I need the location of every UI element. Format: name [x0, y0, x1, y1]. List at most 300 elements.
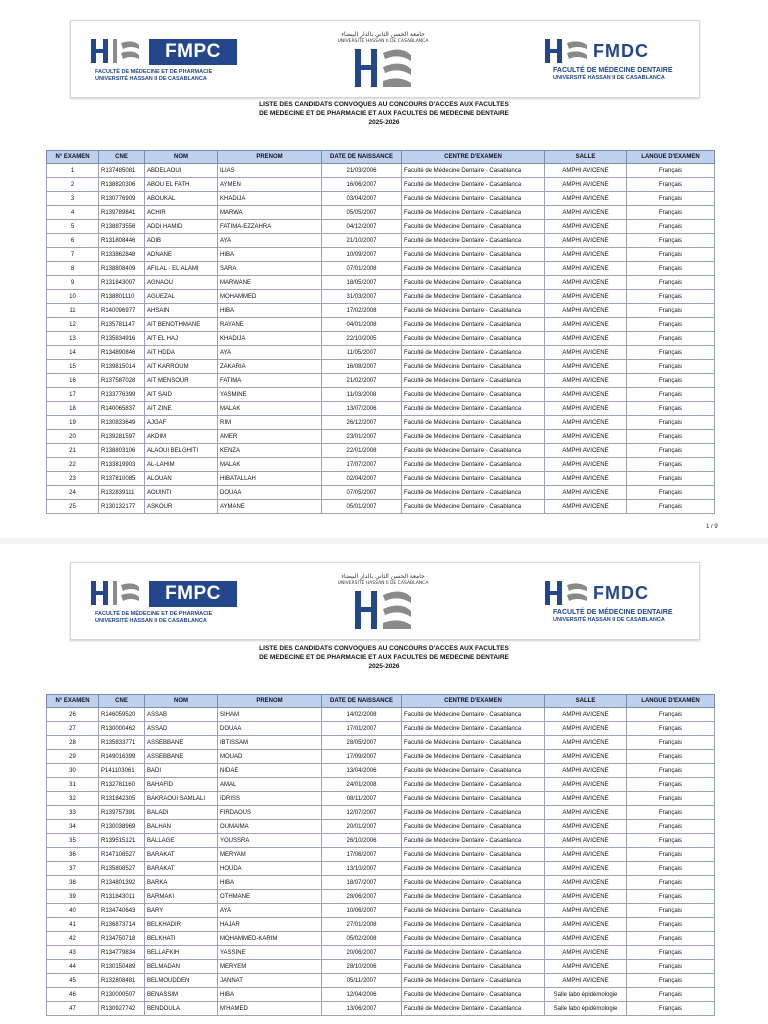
cne-cell: R137810085 — [99, 472, 145, 486]
fmpc-logo — [89, 37, 239, 87]
exam-center-cell: Faculté de Médecine Dentaire - Casablanca — [402, 290, 545, 304]
table-row — [47, 248, 715, 262]
table-row — [47, 750, 715, 764]
fmdc-subtitle — [553, 67, 693, 82]
table-row — [47, 820, 715, 834]
university-logo — [333, 31, 433, 91]
exam-center-cell: Faculté de Médecine Dentaire - Casablanca — [402, 778, 545, 792]
exam-center-cell: Faculté de Médecine Dentaire - Casablanca — [402, 472, 545, 486]
exam-center-cell: Faculté de Médecine Dentaire - Casablanca — [402, 974, 545, 988]
exam-language-cell: Français — [627, 750, 715, 764]
exam-center-cell: Faculté de Médecine Dentaire - Casablanca — [402, 192, 545, 206]
fmdc-label: FMDC — [593, 583, 649, 603]
birth-date-cell: 21/03/2006 — [322, 164, 402, 178]
university-name-arabic: جامعة الحسن الثاني بالدار البيضاء — [341, 573, 425, 580]
table-row — [47, 862, 715, 876]
exam-center-cell: Faculté de Médecine Dentaire - Casablanca — [402, 318, 545, 332]
last-name-cell: ADIB — [145, 234, 218, 248]
cne-cell: R135833771 — [99, 736, 145, 750]
exam-number-cell: 5 — [47, 220, 99, 234]
first-name-cell: AYA — [218, 234, 322, 248]
cne-cell: R140096977 — [99, 304, 145, 318]
cne-cell: R133862848 — [99, 248, 145, 262]
table-row — [47, 778, 715, 792]
first-name-cell: AYA — [218, 904, 322, 918]
first-name-cell: MERYEM — [218, 960, 322, 974]
birth-date-cell: 28/10/2006 — [322, 960, 402, 974]
last-name-cell: BAKRAOUI SAMLALI — [145, 792, 218, 806]
room-cell: AMPHI AVICENE — [545, 220, 627, 234]
uh2c-center-emblem-icon — [333, 45, 433, 91]
room-cell: AMPHI AVICENE — [545, 178, 627, 192]
exam-number-cell: 14 — [47, 346, 99, 360]
birth-date-cell: 05/11/2007 — [322, 974, 402, 988]
cne-cell: R131843011 — [99, 890, 145, 904]
exam-number-cell: 32 — [47, 792, 99, 806]
last-name-cell: BELKHATI — [145, 932, 218, 946]
exam-center-cell: Faculté de Médecine Dentaire - Casablanca — [402, 164, 545, 178]
university-name — [333, 573, 433, 587]
exam-center-cell: Faculté de Médecine Dentaire - Casablanca — [402, 988, 545, 1002]
table-row — [47, 960, 715, 974]
exam-center-cell: Faculté de Médecine Dentaire - Casablanca — [402, 890, 545, 904]
table-body — [47, 164, 715, 514]
column-header: SALLE — [545, 151, 627, 164]
exam-language-cell: Français — [627, 234, 715, 248]
exam-language-cell: Français — [627, 806, 715, 820]
exam-number-cell: 2 — [47, 178, 99, 192]
room-cell: AMPHI AVICENE — [545, 918, 627, 932]
first-name-cell: NIDAE — [218, 764, 322, 778]
birth-date-cell: 10/09/2007 — [322, 248, 402, 262]
first-name-cell: SARA — [218, 262, 322, 276]
exam-center-cell: Faculté de Médecine Dentaire - Casablanca — [402, 750, 545, 764]
room-cell: AMPHI AVICENE — [545, 708, 627, 722]
cne-cell: R130927742 — [99, 1002, 145, 1016]
cne-cell: R135834916 — [99, 332, 145, 346]
exam-language-cell: Français — [627, 708, 715, 722]
last-name-cell: ASSAD — [145, 722, 218, 736]
exam-language-cell: Français — [627, 778, 715, 792]
table-row — [47, 220, 715, 234]
cne-cell: R138803106 — [99, 444, 145, 458]
last-name-cell: ADDI HAMID — [145, 220, 218, 234]
exam-center-cell: Faculté de Médecine Dentaire - Casablanca — [402, 500, 545, 514]
exam-language-cell: Français — [627, 290, 715, 304]
room-cell: AMPHI AVICENE — [545, 890, 627, 904]
room-cell: AMPHI AVICENE — [545, 876, 627, 890]
cne-cell: R138820306 — [99, 178, 145, 192]
first-name-cell: YASSINE — [218, 946, 322, 960]
fmpc-label: FMPC — [149, 39, 237, 65]
birth-date-cell: 31/03/2007 — [322, 290, 402, 304]
fmpc-subtitle-line: UNIVERSITÉ HASSAN II DE CASABLANCA — [95, 75, 207, 82]
birth-date-cell: 13/04/2006 — [322, 764, 402, 778]
last-name-cell: BELMADAN — [145, 960, 218, 974]
last-name-cell: BENASSIM — [145, 988, 218, 1002]
column-header: N° EXAMEN — [47, 151, 99, 164]
exam-number-cell: 1 — [47, 164, 99, 178]
exam-number-cell: 23 — [47, 472, 99, 486]
birth-date-cell: 28/05/2007 — [322, 736, 402, 750]
exam-language-cell: Français — [627, 444, 715, 458]
first-name-cell: HIBATALLAH — [218, 472, 322, 486]
first-name-cell: FIRDAOUS — [218, 806, 322, 820]
room-cell: AMPHI AVICENE — [545, 932, 627, 946]
table-row — [47, 904, 715, 918]
birth-date-cell: 27/01/2008 — [322, 918, 402, 932]
first-name-cell: KENZA — [218, 444, 322, 458]
last-name-cell: BARMAKI — [145, 890, 218, 904]
exam-number-cell: 44 — [47, 960, 99, 974]
exam-language-cell: Français — [627, 960, 715, 974]
exam-number-cell: 20 — [47, 430, 99, 444]
exam-language-cell: Français — [627, 946, 715, 960]
table-row — [47, 262, 715, 276]
birth-date-cell: 17/06/2007 — [322, 848, 402, 862]
fmpc-subtitle-line: FACULTÉ DE MÉDECINE ET DE PHARMACIE — [95, 611, 213, 617]
exam-center-cell: Faculté de Médecine Dentaire - Casablanca — [402, 960, 545, 974]
title-year: 2025-2026 — [368, 663, 400, 670]
cne-cell: R134890846 — [99, 346, 145, 360]
last-name-cell: BADI — [145, 764, 218, 778]
room-cell: AMPHI AVICENE — [545, 458, 627, 472]
fmpc-subtitle-line: UNIVERSITÉ HASSAN II DE CASABLANCA — [95, 617, 207, 624]
fmdc-label: FMDC — [593, 41, 649, 61]
table-row — [47, 276, 715, 290]
birth-date-cell: 23/01/2007 — [322, 430, 402, 444]
last-name-cell: AOUINTI — [145, 486, 218, 500]
exam-number-cell: 46 — [47, 988, 99, 1002]
first-name-cell: MERYAM — [218, 848, 322, 862]
last-name-cell: BAHAFID — [145, 778, 218, 792]
room-cell: AMPHI AVICENE — [545, 276, 627, 290]
exam-center-cell: Faculté de Médecine Dentaire - Casablanca — [402, 402, 545, 416]
exam-center-cell: Faculté de Médecine Dentaire - Casablanca — [402, 332, 545, 346]
birth-date-cell: 17/01/2007 — [322, 722, 402, 736]
exam-number-cell: 36 — [47, 848, 99, 862]
column-header: NOM — [145, 695, 218, 708]
column-header: SALLE — [545, 695, 627, 708]
birth-date-cell: 14/02/2008 — [322, 708, 402, 722]
column-header: NOM — [145, 151, 218, 164]
table-row — [47, 806, 715, 820]
exam-center-cell: Faculté de Médecine Dentaire - Casablanca — [402, 876, 545, 890]
exam-number-cell: 12 — [47, 318, 99, 332]
first-name-cell: MARWA — [218, 206, 322, 220]
exam-center-cell: Faculté de Médecine Dentaire - Casablanca — [402, 848, 545, 862]
exam-center-cell: Faculté de Médecine Dentaire - Casablanca — [402, 1002, 545, 1016]
exam-center-cell: Faculté de Médecine Dentaire - Casablanca — [402, 806, 545, 820]
cne-cell: R134750718 — [99, 932, 145, 946]
exam-center-cell: Faculté de Médecine Dentaire - Casablanca — [402, 374, 545, 388]
birth-date-cell: 04/01/2008 — [322, 318, 402, 332]
cne-cell: R130776909 — [99, 192, 145, 206]
first-name-cell: AMER — [218, 430, 322, 444]
last-name-cell: AGUEZAL — [145, 290, 218, 304]
room-cell: AMPHI AVICENE — [545, 248, 627, 262]
table-row — [47, 486, 715, 500]
cne-cell: R137485081 — [99, 164, 145, 178]
table-row — [47, 946, 715, 960]
table-row — [47, 290, 715, 304]
uh2c-emblem-icon — [89, 37, 145, 67]
exam-number-cell: 25 — [47, 500, 99, 514]
cne-cell: R138808409 — [99, 262, 145, 276]
table-row — [47, 346, 715, 360]
last-name-cell: ALAOUI BELGHITI — [145, 444, 218, 458]
first-name-cell: RAYANE — [218, 318, 322, 332]
exam-number-cell: 33 — [47, 806, 99, 820]
exam-number-cell: 24 — [47, 486, 99, 500]
first-name-cell: FATIMA — [218, 374, 322, 388]
exam-number-cell: 9 — [47, 276, 99, 290]
table-row — [47, 848, 715, 862]
table-row — [47, 764, 715, 778]
title-line: DE MEDECINE ET DE PHARMACIE ET AUX FACULTES DE MEDECINE DENTAIRE — [259, 654, 509, 661]
first-name-cell: HIBA — [218, 248, 322, 262]
table-body — [47, 708, 715, 1016]
birth-date-cell: 17/07/2007 — [322, 458, 402, 472]
first-name-cell: RIM — [218, 416, 322, 430]
cne-cell: R132839111 — [99, 486, 145, 500]
table-row — [47, 402, 715, 416]
candidates-table — [46, 150, 715, 514]
university-name-latin: UNIVERSITÉ HASSAN II DE CASABLANCA — [337, 581, 429, 586]
fmdc-subtitle — [553, 609, 693, 624]
first-name-cell: HIBA — [218, 988, 322, 1002]
room-cell: AMPHI AVICENE — [545, 416, 627, 430]
table-row — [47, 974, 715, 988]
exam-center-cell: Faculté de Médecine Dentaire - Casablanca — [402, 220, 545, 234]
exam-language-cell: Français — [627, 318, 715, 332]
room-cell: AMPHI AVICENE — [545, 722, 627, 736]
cne-cell: R130000462 — [99, 722, 145, 736]
birth-date-cell: 26/12/2007 — [322, 416, 402, 430]
uh2c-center-emblem-icon — [333, 587, 433, 633]
last-name-cell: AIT ZINE — [145, 402, 218, 416]
cne-cell: R130000507 — [99, 988, 145, 1002]
table-row — [47, 792, 715, 806]
exam-number-cell: 30 — [47, 764, 99, 778]
room-cell: AMPHI AVICENE — [545, 262, 627, 276]
table-header-row — [47, 151, 715, 164]
room-cell: AMPHI AVICENE — [545, 946, 627, 960]
cne-cell: R139515121 — [99, 834, 145, 848]
birth-date-cell: 12/04/2006 — [322, 988, 402, 1002]
birth-date-cell: 22/10/2005 — [322, 332, 402, 346]
exam-language-cell: Français — [627, 904, 715, 918]
table-row — [47, 374, 715, 388]
cne-cell: R140065837 — [99, 402, 145, 416]
birth-date-cell: 17/09/2007 — [322, 750, 402, 764]
exam-language-cell: Français — [627, 736, 715, 750]
exam-center-cell: Faculté de Médecine Dentaire - Casablanca — [402, 430, 545, 444]
cne-cell: R138801110 — [99, 290, 145, 304]
column-header: PRENOM — [218, 151, 322, 164]
fmdc-logo — [543, 579, 693, 629]
first-name-cell: ILIAS — [218, 164, 322, 178]
room-cell: AMPHI AVICENE — [545, 388, 627, 402]
last-name-cell: ALOUAN — [145, 472, 218, 486]
exam-number-cell: 26 — [47, 708, 99, 722]
exam-number-cell: 41 — [47, 918, 99, 932]
exam-number-cell: 28 — [47, 736, 99, 750]
university-logo — [333, 573, 433, 633]
room-cell: AMPHI AVICENE — [545, 736, 627, 750]
cne-cell: R132781160 — [99, 778, 145, 792]
birth-date-cell: 18/05/2007 — [322, 276, 402, 290]
exam-center-cell: Faculté de Médecine Dentaire - Casablanca — [402, 736, 545, 750]
exam-language-cell: Français — [627, 974, 715, 988]
fmpc-subtitle — [95, 611, 245, 624]
column-header: CNE — [99, 151, 145, 164]
exam-center-cell: Faculté de Médecine Dentaire - Casablanca — [402, 722, 545, 736]
cne-cell: R130132177 — [99, 500, 145, 514]
column-header: PRENOM — [218, 695, 322, 708]
last-name-cell: AHSAIN — [145, 304, 218, 318]
exam-language-cell: Français — [627, 458, 715, 472]
exam-number-cell: 17 — [47, 388, 99, 402]
exam-language-cell: Français — [627, 374, 715, 388]
table-row — [47, 736, 715, 750]
title-line: LISTE DES CANDIDATS CONVOQUES AU CONCOURS D'ACCES AUX FACULTES — [259, 101, 509, 108]
exam-language-cell: Français — [627, 500, 715, 514]
exam-center-cell: Faculté de Médecine Dentaire - Casablanca — [402, 918, 545, 932]
exam-number-cell: 31 — [47, 778, 99, 792]
birth-date-cell: 11/05/2007 — [322, 346, 402, 360]
exam-number-cell: 6 — [47, 234, 99, 248]
table-row — [47, 458, 715, 472]
room-cell: AMPHI AVICENE — [545, 848, 627, 862]
birth-date-cell: 10/06/2007 — [322, 904, 402, 918]
room-cell: AMPHI AVICENE — [545, 430, 627, 444]
cne-cell: R133776399 — [99, 388, 145, 402]
room-cell: Salle labo épidémologie — [545, 988, 627, 1002]
exam-center-cell: Faculté de Médecine Dentaire - Casablanca — [402, 444, 545, 458]
birth-date-cell: 04/12/2007 — [322, 220, 402, 234]
room-cell: AMPHI AVICENE — [545, 290, 627, 304]
uh2c-emblem-icon — [543, 579, 591, 609]
room-cell: AMPHI AVICENE — [545, 764, 627, 778]
fmdc-subtitle-line: UNIVERSITÉ HASSAN II DE CASABLANCA — [553, 75, 665, 81]
room-cell: AMPHI AVICENE — [545, 360, 627, 374]
exam-center-cell: Faculté de Médecine Dentaire - Casablanca — [402, 206, 545, 220]
exam-number-cell: 29 — [47, 750, 99, 764]
first-name-cell: MOHAMMED-KARIM — [218, 932, 322, 946]
exam-center-cell: Faculté de Médecine Dentaire - Casablanca — [402, 388, 545, 402]
table-row — [47, 918, 715, 932]
exam-language-cell: Français — [627, 416, 715, 430]
table-row — [47, 932, 715, 946]
last-name-cell: ASKOUR — [145, 500, 218, 514]
exam-number-cell: 18 — [47, 402, 99, 416]
exam-language-cell: Français — [627, 192, 715, 206]
cne-cell: R130038969 — [99, 820, 145, 834]
university-name — [333, 31, 433, 45]
fmdc-subtitle-line: FACULTÉ DE MÉDECINE DENTAIRE — [553, 67, 673, 74]
birth-date-cell: 28/06/2007 — [322, 890, 402, 904]
room-cell: AMPHI AVICENE — [545, 402, 627, 416]
table-row — [47, 890, 715, 904]
first-name-cell: HIBA — [218, 304, 322, 318]
document-title — [0, 100, 768, 127]
last-name-cell: BALLAGE — [145, 834, 218, 848]
fmpc-logo — [89, 579, 239, 629]
room-cell: AMPHI AVICENE — [545, 164, 627, 178]
table-row — [47, 1002, 715, 1016]
birth-date-cell: 08/11/2007 — [322, 792, 402, 806]
first-name-cell: HOUDA — [218, 862, 322, 876]
last-name-cell: ABDELAOUI — [145, 164, 218, 178]
last-name-cell: AJGAF — [145, 416, 218, 430]
first-name-cell: MALAK — [218, 402, 322, 416]
candidates-table — [46, 694, 715, 1016]
first-name-cell: AYMANE — [218, 500, 322, 514]
exam-number-cell: 27 — [47, 722, 99, 736]
exam-center-cell: Faculté de Médecine Dentaire - Casablanca — [402, 262, 545, 276]
exam-language-cell: Français — [627, 332, 715, 346]
first-name-cell: AMAL — [218, 778, 322, 792]
last-name-cell: ASSEBBANE — [145, 736, 218, 750]
exam-number-cell: 38 — [47, 876, 99, 890]
exam-language-cell: Français — [627, 834, 715, 848]
room-cell: AMPHI AVICENE — [545, 332, 627, 346]
exam-language-cell: Français — [627, 262, 715, 276]
cne-cell: R147108527 — [99, 848, 145, 862]
room-cell: AMPHI AVICENE — [545, 778, 627, 792]
university-name-latin: UNIVERSITÉ HASSAN II DE CASABLANCA — [337, 39, 429, 44]
last-name-cell: BARAKAT — [145, 862, 218, 876]
birth-date-cell: 16/08/2007 — [322, 360, 402, 374]
last-name-cell: AIT BENOTHMANE — [145, 318, 218, 332]
exam-number-cell: 8 — [47, 262, 99, 276]
birth-date-cell: 21/10/2007 — [322, 234, 402, 248]
cne-cell: R135808527 — [99, 862, 145, 876]
exam-language-cell: Français — [627, 360, 715, 374]
birth-date-cell: 05/02/2008 — [322, 932, 402, 946]
exam-number-cell: 47 — [47, 1002, 99, 1016]
table-row — [47, 178, 715, 192]
room-cell: AMPHI AVICENE — [545, 750, 627, 764]
table-row — [47, 388, 715, 402]
first-name-cell: YOUSSRA — [218, 834, 322, 848]
fmpc-subtitle — [95, 69, 245, 82]
birth-date-cell: 05/05/2007 — [322, 206, 402, 220]
first-name-cell: MARWANE — [218, 276, 322, 290]
birth-date-cell: 20/06/2007 — [322, 946, 402, 960]
exam-center-cell: Faculté de Médecine Dentaire - Casablanca — [402, 792, 545, 806]
exam-number-cell: 22 — [47, 458, 99, 472]
exam-center-cell: Faculté de Médecine Dentaire - Casablanca — [402, 486, 545, 500]
exam-number-cell: 4 — [47, 206, 99, 220]
room-cell: AMPHI AVICENE — [545, 192, 627, 206]
birth-date-cell: 13/06/2007 — [322, 1002, 402, 1016]
table-row — [47, 234, 715, 248]
exam-number-cell: 21 — [47, 444, 99, 458]
first-name-cell: JANNAT — [218, 974, 322, 988]
cne-cell: P141103061 — [99, 764, 145, 778]
exam-language-cell: Français — [627, 890, 715, 904]
exam-language-cell: Français — [627, 164, 715, 178]
last-name-cell: AIT HDDA — [145, 346, 218, 360]
first-name-cell: MALAK — [218, 458, 322, 472]
room-cell: Salle labo épidémologie — [545, 1002, 627, 1016]
exam-number-cell: 37 — [47, 862, 99, 876]
last-name-cell: BELKHADIR — [145, 918, 218, 932]
first-name-cell: IDRISS — [218, 792, 322, 806]
last-name-cell: BARAKAT — [145, 848, 218, 862]
